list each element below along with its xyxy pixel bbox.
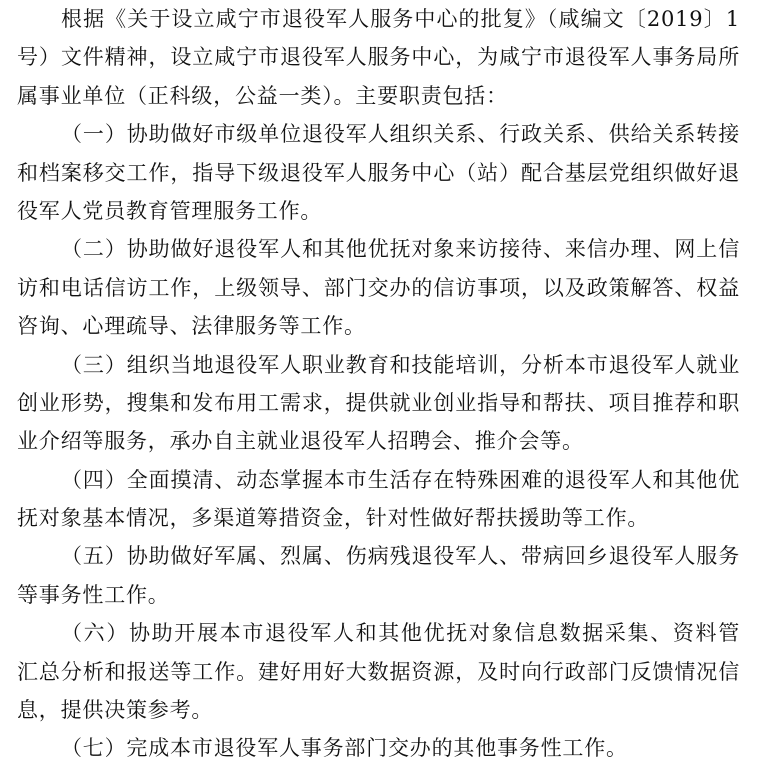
text-line: （二）协助做好退役军人和其他优抚对象来访接待、来信办理、网上信 xyxy=(61,237,740,262)
text-line: 和档案移交工作，指导下级退役军人服务中心（站）配合基层党组织做好退 xyxy=(17,160,740,185)
text-line: （三）组织当地退役军人职业教育和技能培训，分析本市退役军人就业 xyxy=(61,352,740,377)
document-page xyxy=(17,0,740,768)
duty-item-6 xyxy=(17,614,740,729)
duty-item-7 xyxy=(17,729,740,767)
duty-item-3 xyxy=(17,346,740,461)
duty-item-2 xyxy=(17,230,740,345)
duty-item-5 xyxy=(17,537,740,614)
text-line: 创业形势，搜集和发布用工需求，提供就业创业指导和帮扶、项目推荐和职 xyxy=(17,390,740,415)
duty-item-4 xyxy=(17,461,740,538)
text-line: 息，提供决策参考。 xyxy=(17,698,214,723)
text-line: 访和电话信访工作，上级领导、部门交办的信访事项，以及政策解答、权益 xyxy=(17,275,740,300)
text-line: 役军人党员教育管理服务工作。 xyxy=(17,198,323,223)
text-line: 咨询、心理疏导、法律服务等工作。 xyxy=(17,314,366,339)
text-line: （六）协助开展本市退役军人和其他优抚对象信息数据采集、资料管 xyxy=(61,621,740,646)
text-line: 业介绍等服务，承办自主就业退役军人招聘会、推介会等。 xyxy=(17,429,584,454)
text-line: 汇总分析和报送等工作。建好用好大数据资源，及时向行政部门反馈情况信 xyxy=(17,659,740,684)
text-line: （一）协助做好市级单位退役军人组织关系、行政关系、供给关系转接 xyxy=(61,122,740,147)
text-line: （五）协助做好军属、烈属、伤病残退役军人、带病回乡退役军人服务 xyxy=(61,544,740,569)
text-line: 抚对象基本情况，多渠道筹措资金，针对性做好帮扶援助等工作。 xyxy=(17,506,650,531)
text-line: 根据《关于设立咸宁市退役军人服务中心的批复》（咸编文〔2019〕1 xyxy=(61,7,740,31)
duty-item-1 xyxy=(17,115,740,230)
text-line: 属事业单位（正科级，公益一类）。主要职责包括： xyxy=(17,83,508,108)
text-line: （七）完成本市退役军人事务部门交办的其他事务性工作。 xyxy=(61,736,628,761)
intro-paragraph xyxy=(17,0,740,115)
text-line: 号）文件精神，设立咸宁市退役军人服务中心，为咸宁市退役军人事务局所 xyxy=(17,45,740,70)
text-line: （四）全面摸清、动态掌握本市生活存在特殊困难的退役军人和其他优 xyxy=(61,467,740,492)
text-line: 等事务性工作。 xyxy=(17,582,170,607)
